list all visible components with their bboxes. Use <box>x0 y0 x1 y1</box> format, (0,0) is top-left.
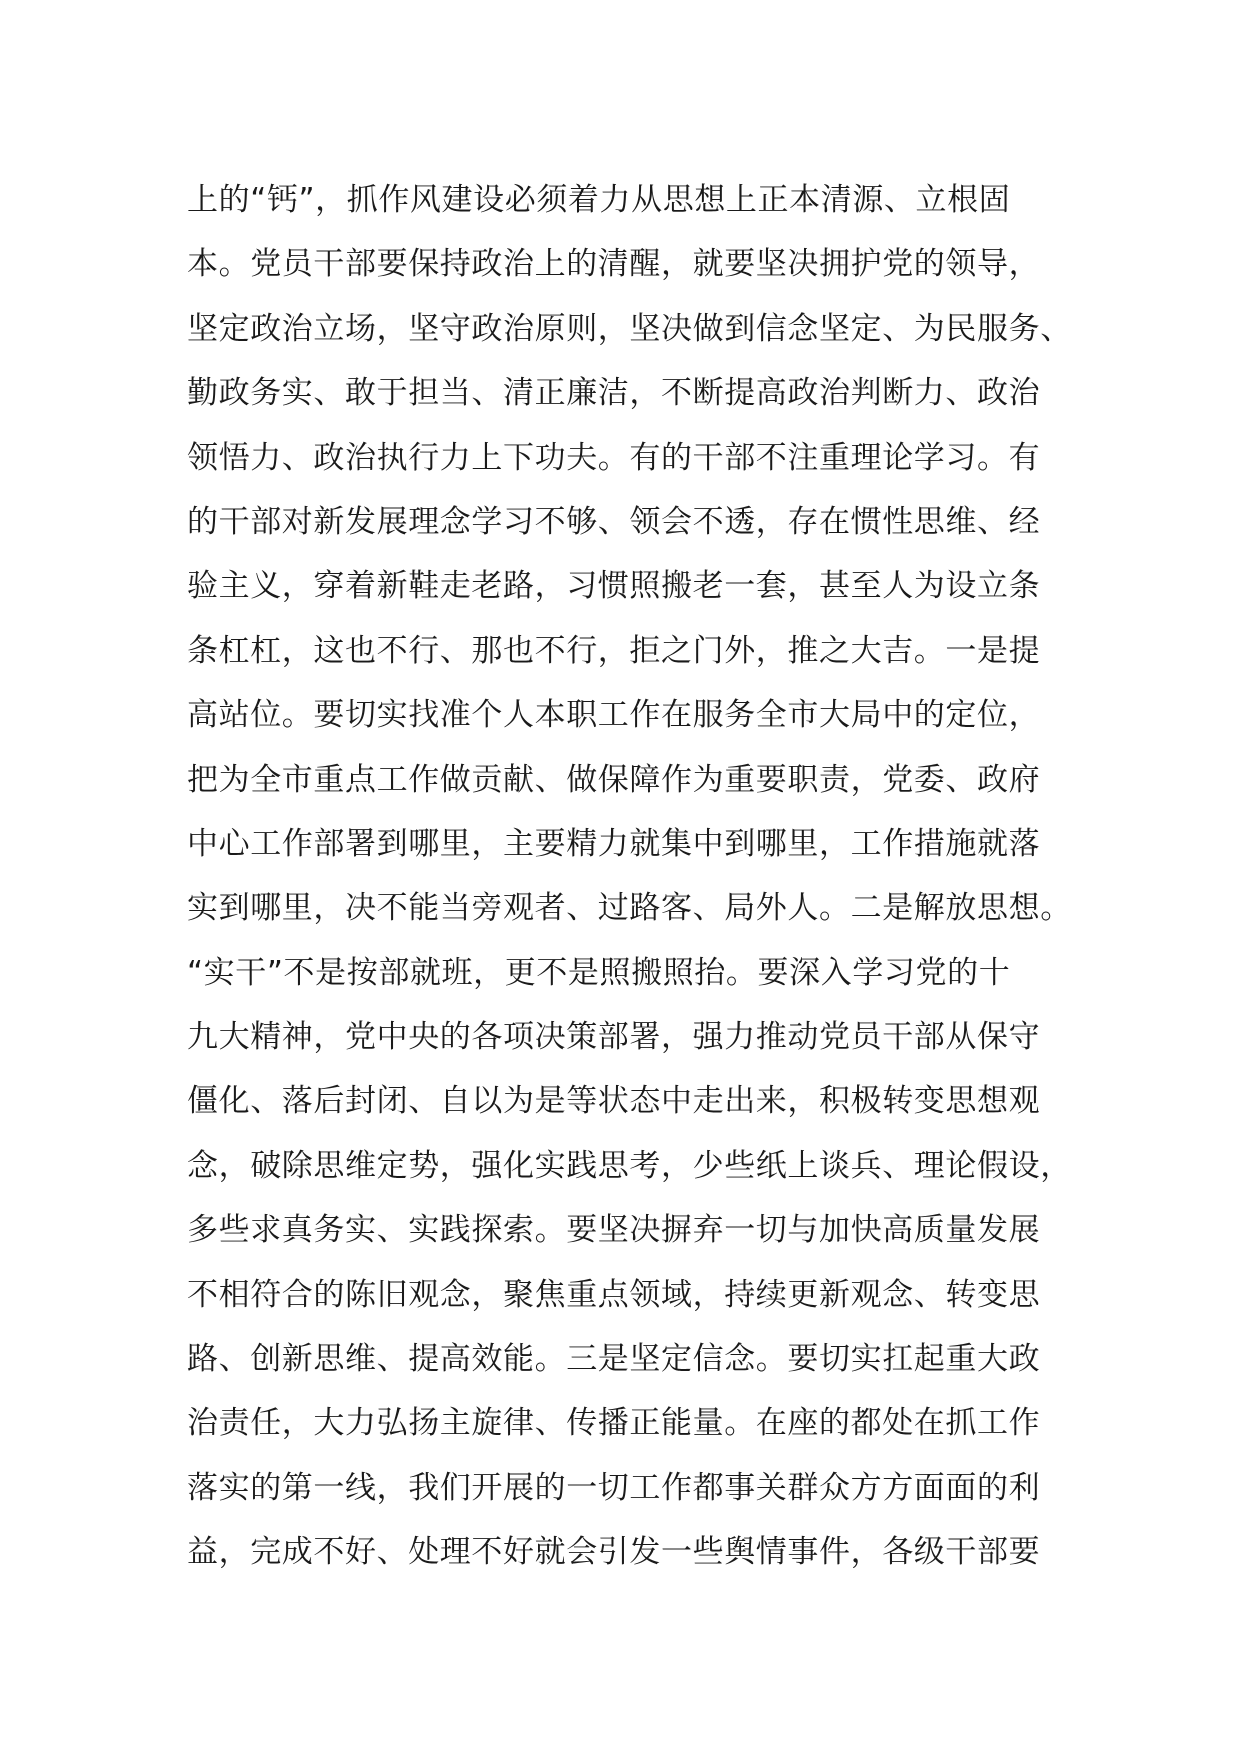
text-line: 验主义，穿着新鞋走老路，习惯照搬老一套，甚至人为设立条 <box>187 568 1041 605</box>
text-line: 不相符合的陈旧观念，聚焦重点领域，持续更新观念、转变思 <box>187 1276 1041 1313</box>
text-line: “实干”不是按部就班，更不是照搬照抬。要深入学习党的十 <box>187 954 1011 991</box>
text-line: 坚定政治立场，坚守政治原则，坚决做到信念坚定、为民服务、 <box>187 310 1072 347</box>
text-line: 益，完成不好、处理不好就会引发一些舆情事件，各级干部要 <box>187 1534 1041 1571</box>
text-line: 治责任，大力弘扬主旋律、传播正能量。在座的都处在抓工作 <box>187 1405 1041 1442</box>
text-line: 把为全市重点工作做贡献、做保障作为重要职责，党委、政府 <box>187 761 1041 798</box>
text-line: 条杠杠，这也不行、那也不行，拒之门外，推之大吉。一是提 <box>187 632 1041 669</box>
text-line: 九大精神，党中央的各项决策部署，强力推动党员干部从保守 <box>187 1019 1041 1056</box>
body-text <box>187 168 1087 1585</box>
text-line: 念，破除思维定势，强化实践思考，少些纸上谈兵、理论假设， <box>187 1147 1072 1184</box>
text-line: 的干部对新发展理念学习不够、领会不透，存在惯性思维、经 <box>187 503 1041 540</box>
text-line: 上的“钙”，抓作风建设必须着力从思想上正本清源、立根固 <box>187 182 1011 218</box>
text-line: 本。党员干部要保持政治上的清醒，就要坚决拥护党的领导， <box>187 246 1041 283</box>
text-line: 僵化、落后封闭、自以为是等状态中走出来，积极转变思想观 <box>187 1083 1041 1120</box>
text-line: 领悟力、政治执行力上下功夫。有的干部不注重理论学习。有 <box>187 439 1041 476</box>
text-line: 路、创新思维、提高效能。三是坚定信念。要切实扛起重大政 <box>187 1341 1041 1378</box>
text-line: 勤政务实、敢于担当、清正廉洁，不断提高政治判断力、政治 <box>187 375 1041 412</box>
text-line: 多些求真务实、实践探索。要坚决摒弃一切与加快高质量发展 <box>187 1212 1041 1249</box>
text-line: 落实的第一线，我们开展的一切工作都事关群众方方面面的利 <box>187 1469 1041 1506</box>
text-line: 实到哪里，决不能当旁观者、过路客、局外人。二是解放思想。 <box>187 890 1072 927</box>
text-line: 中心工作部署到哪里，主要精力就集中到哪里，工作措施就落 <box>187 825 1041 862</box>
text-line: 高站位。要切实找准个人本职工作在服务全市大局中的定位， <box>187 697 1041 734</box>
